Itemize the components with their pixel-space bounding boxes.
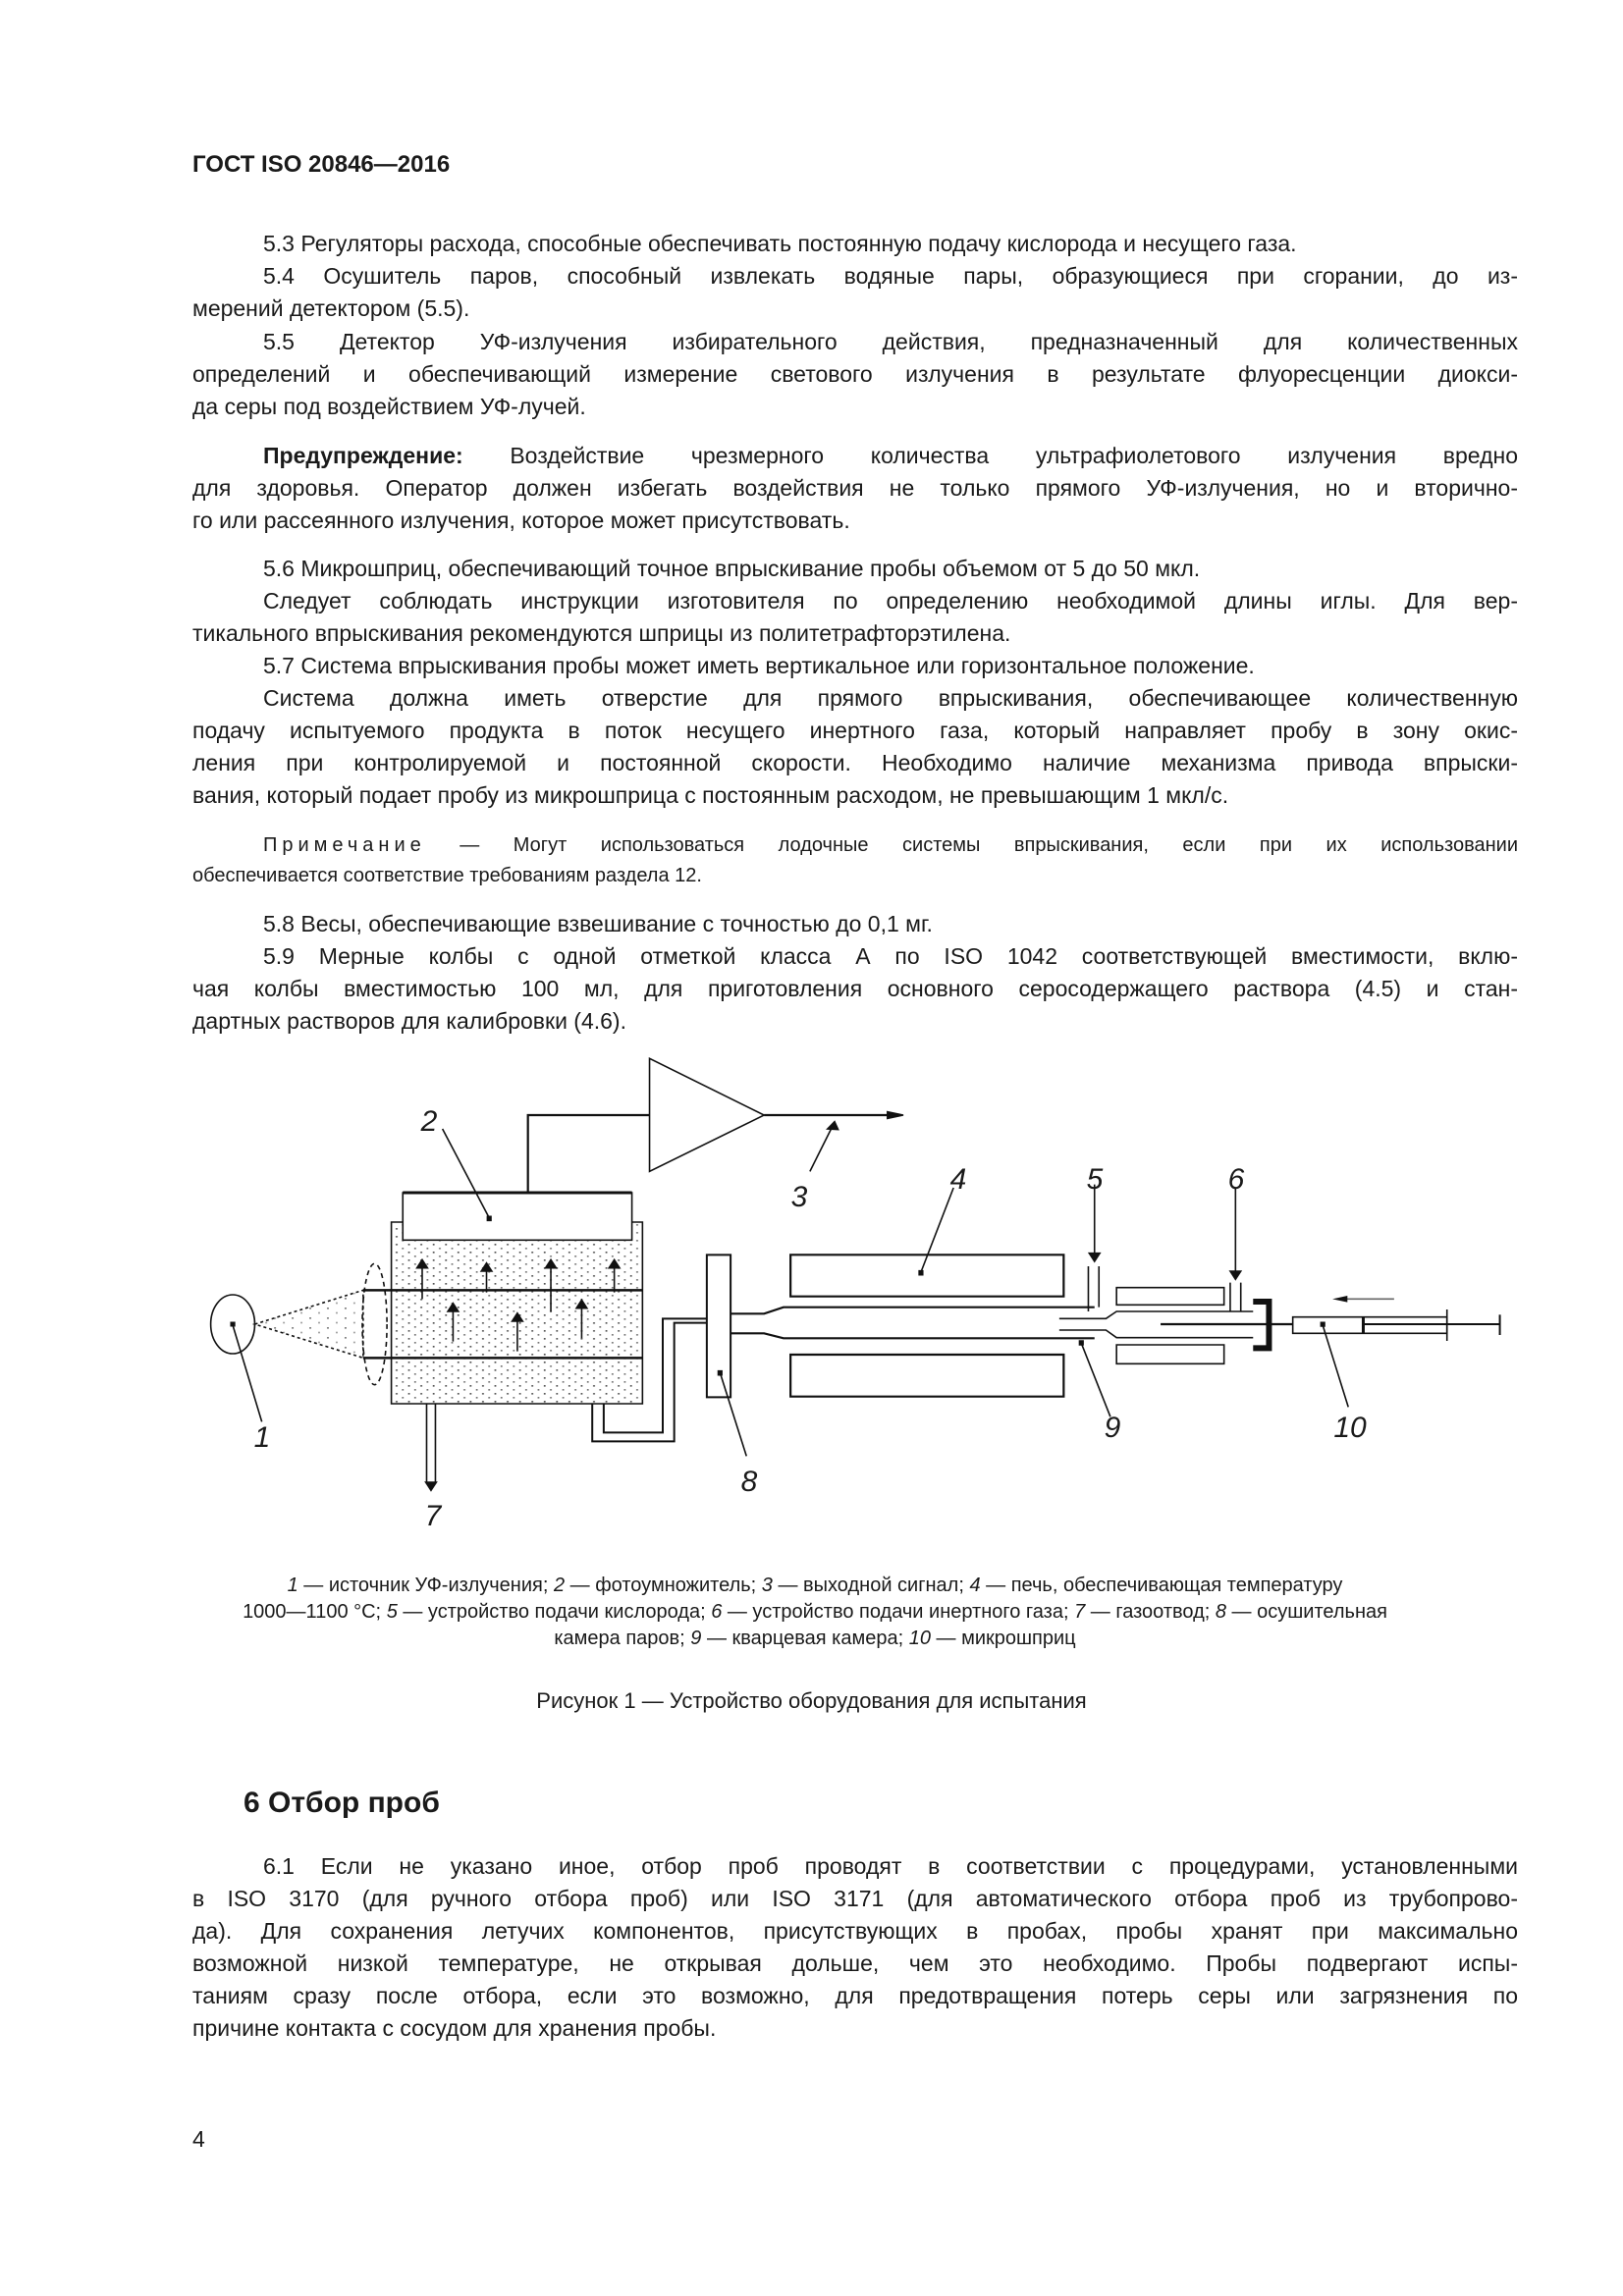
figure-title: Рисунок 1 — Устройство оборудования для испытания (536, 1688, 1087, 1713)
document-header: ГОСТ ISO 20846—2016 (192, 151, 451, 178)
paragraph-5-9 (192, 940, 1518, 1038)
legend-text: — осушительная (1226, 1601, 1387, 1623)
text-run: Воздействие чрезмерного количества ультрафиолетового излучения вредно (462, 443, 1518, 468)
text-line: чая колбы вместимостью 100 мл, для приготовления основного серосодержащего раствора (4.5) и стан- (192, 976, 1518, 1001)
lens (362, 1263, 387, 1384)
oxygen-inlet (1088, 1185, 1100, 1311)
text-line: го или рассеянного излучения, которое может присутствовать. (192, 507, 850, 533)
text-line: 5.8 Весы, обеспечивающие взвешивание с точностью до 0,1 мг. (263, 911, 933, 936)
legend-text: — выходной сигнал; (772, 1575, 970, 1596)
figure-label-4: 4 (949, 1163, 967, 1196)
paragraph-5-7-b (192, 682, 1518, 812)
text-line: 5.7 Система впрыскивания пробы может иметь вертикальное или горизонтальное положение. (263, 653, 1255, 678)
injection-direction-arrow (1332, 1296, 1394, 1303)
furnace (790, 1188, 1063, 1397)
legend-line (147, 1599, 1483, 1626)
legend-number: 5 (386, 1601, 398, 1623)
figure-label-7: 7 (424, 1500, 442, 1532)
photomultiplier (403, 1193, 631, 1240)
figure-label-5: 5 (1086, 1163, 1104, 1196)
text-line: тикального впрыскивания рекомендуются шприцы из политетрафторэтилена. (192, 620, 1011, 646)
text-line: ления при контролируемой и постоянной скорости. Необходимо наличие механизма привода впрыски- (192, 750, 1518, 775)
legend-text: — фотоумножитель; (565, 1575, 762, 1596)
figure-label-3: 3 (790, 1181, 808, 1213)
paragraph-note (192, 830, 1518, 891)
paragraph-5-8 (192, 908, 1518, 940)
legend-number: 8 (1215, 1601, 1226, 1623)
text-line: для здоровья. Оператор должен избегать воздействия не только прямого УФ-излучения, но и вторично- (192, 475, 1518, 501)
text-line: мерений детектором (5.5). (192, 295, 470, 321)
gas-outlet (426, 1404, 437, 1490)
text-line: 6.1 Если не указано иное, отбор проб проводят в соответствии с процедурами, установленными (263, 1853, 1518, 1879)
figure-legend (147, 1573, 1483, 1652)
paragraph-5-3 (192, 228, 1518, 260)
microsyringe (1161, 1309, 1500, 1407)
text-line: Следует соблюдать инструкции изготовителя по определению необходимой длины иглы. Для вер- (263, 588, 1518, 614)
page-number: 4 (192, 2126, 205, 2152)
text-line: 5.5 Детектор УФ-излучения избирательного действия, предназначенный для количественных (263, 329, 1518, 354)
legend-text: камера паров; (554, 1628, 691, 1649)
legend-text: — газоотвод; (1085, 1601, 1216, 1623)
text-line: обеспечивается соответствие требованиям раздела 12. (192, 865, 702, 886)
text-line: подачу испытуемого продукта в поток несущего инертного газа, который направляет пробу в зону окис- (192, 718, 1518, 743)
amplifier (650, 1058, 765, 1171)
figure-label-6: 6 (1227, 1163, 1245, 1196)
paragraph-5-4 (192, 260, 1518, 325)
figure-label-2: 2 (420, 1105, 438, 1138)
legend-text: — печь, обеспечивающая температуру (980, 1575, 1343, 1596)
legend-number: 7 (1074, 1601, 1086, 1623)
apparatus-schematic (147, 1031, 1522, 1541)
drying-chamber (707, 1255, 730, 1397)
text-line: да серы под воздействием УФ-лучей. (192, 394, 586, 419)
text-line: вания, который подает пробу из микрошприца с постоянным расходом, не превышающим 1 мкл/с. (192, 782, 1229, 808)
signal-wire (528, 1115, 650, 1193)
paragraph-5-5 (192, 326, 1518, 423)
text-line: 5.3 Регуляторы расхода, способные обеспечивать постоянную подачу кислорода и несущего газа. (263, 231, 1297, 256)
paragraph-5-7 (192, 650, 1518, 682)
legend-number: 1 (287, 1575, 298, 1596)
text-line: причине контакта с сосудом для хранения пробы. (192, 2015, 717, 2041)
uv-source (211, 1295, 255, 1354)
legend-text: — устройство подачи инертного газа; (722, 1601, 1075, 1623)
text-line: Система должна иметь отверстие для прямого впрыскивания, обеспечивающее количественную (263, 685, 1518, 711)
legend-number: 6 (711, 1601, 723, 1623)
note-label: Примечание (263, 834, 426, 856)
paragraph-5-6 (192, 553, 1518, 585)
text-line: в ISO 3170 (для ручного отбора проб) или ISO 3171 (для автоматического отбора проб из трубопрово- (192, 1886, 1518, 1911)
legend-text: 1000—1100 °С; (243, 1601, 387, 1623)
figure-label-1: 1 (253, 1421, 271, 1454)
legend-number: 9 (690, 1628, 702, 1649)
legend-text: — устройство подачи кислорода; (397, 1601, 712, 1623)
text-line: 5.4 Осушитель паров, способный извлекать водяные пары, образующиеся при сгорании, до из- (263, 263, 1518, 289)
legend-number: 2 (553, 1575, 566, 1596)
text-line: 5.6 Микрошприц, обеспечивающий точное впрыскивание пробы объемом от 5 до 50 мкл. (263, 556, 1201, 581)
legend-line (147, 1573, 1483, 1599)
legend-text: — кварцевая камера; (701, 1628, 909, 1649)
quartz-tube (730, 1308, 1110, 1417)
uv-beam-cone (254, 1290, 362, 1358)
paragraph-6-1 (192, 1850, 1518, 2045)
legend-text: — источник УФ-излучения; (298, 1575, 554, 1596)
text-line: возможной низкой температуре, не открывая дольше, чем это необходимо. Пробы подвергают испы- (192, 1950, 1518, 1976)
text-line (192, 440, 1518, 472)
figure-label-9: 9 (1104, 1412, 1121, 1444)
figure-label-10: 10 (1333, 1412, 1367, 1444)
section-heading: 6 Отбор проб (243, 1787, 440, 1819)
legend-number: 4 (969, 1575, 981, 1596)
text-line: да). Для сохранения летучих компонентов, присутствующих в пробах, пробы хранят при максимально (192, 1918, 1518, 1944)
text-line (192, 830, 1518, 861)
text-line: таниям сразу после отбора, если это возможно, для предотвращения потерь серы или загрязнения по (192, 1983, 1518, 2008)
text-line: определений и обеспечивающий измерение светового излучения в результате флуоресценции диокси- (192, 361, 1518, 387)
legend-text: — микрошприц (930, 1628, 1076, 1649)
paragraph-5-6-b (192, 585, 1518, 650)
legend-line (147, 1626, 1483, 1652)
warning-label: Предупреждение: (263, 443, 463, 468)
paragraph-warning (192, 440, 1518, 537)
text-line: дартных растворов для калибровки (4.6). (192, 1008, 626, 1034)
leader-8 (720, 1372, 746, 1456)
legend-number: 3 (761, 1575, 773, 1596)
figure-label-8: 8 (740, 1466, 758, 1498)
figure-1-diagram (147, 1031, 1522, 1541)
leader-1 (233, 1325, 262, 1421)
inert-gas-inlet (1230, 1188, 1241, 1311)
text-line: 5.9 Мерные колбы с одной отметкой класса А по ISO 1042 соответствующей вместимости, вклю- (263, 943, 1518, 969)
text-run: — Могут использоваться лодочные системы впрыскивания, если при их использовании (425, 834, 1518, 856)
legend-number: 10 (908, 1628, 931, 1649)
